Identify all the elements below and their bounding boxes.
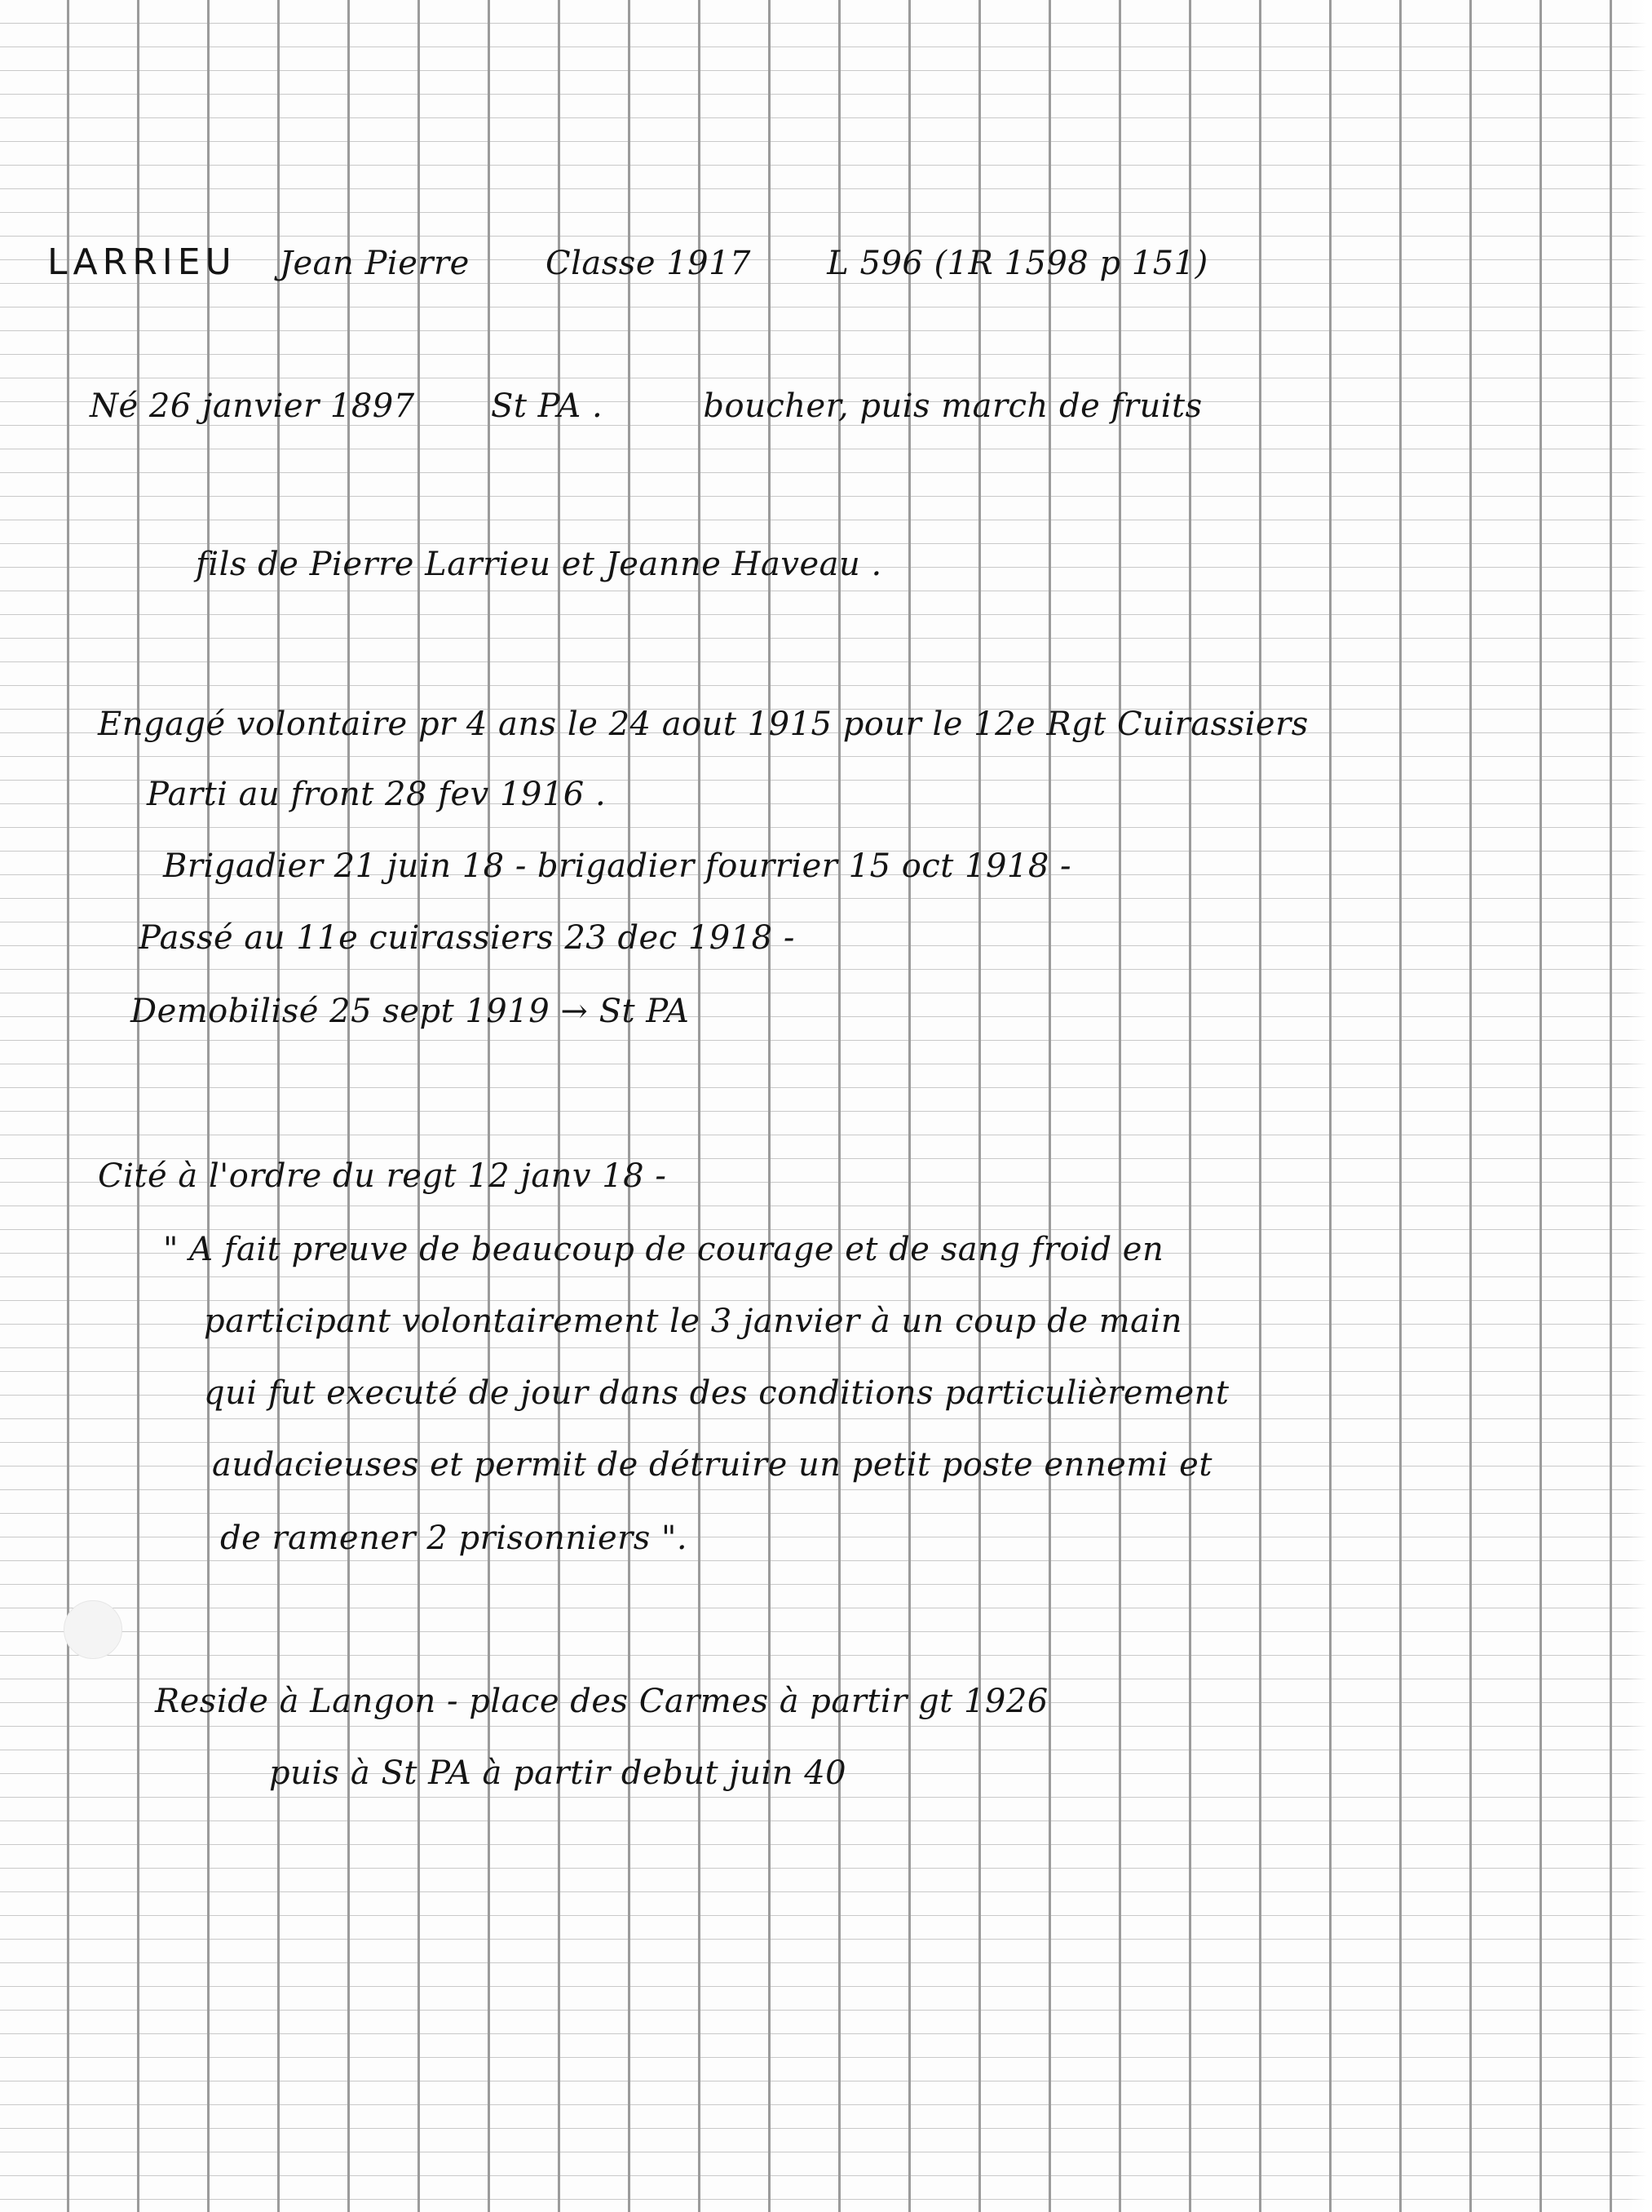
citation-line: de ramener 2 prisonniers ". [220, 1520, 688, 1557]
citation-intro: Cité à l'ordre du regt 12 janv 18 - [98, 1157, 667, 1195]
service-line: Passé au 11e cuirassiers 23 dec 1918 - [139, 919, 795, 957]
birth-date: Né 26 janvier 1897 [90, 387, 415, 425]
punch-hole [64, 1600, 122, 1659]
service-line: Parti au front 28 fev 1916 . [147, 776, 607, 813]
parents-line: fils de Pierre Larrieu et Jeanne Haveau . [196, 546, 882, 583]
residence-line: puis à St PA à partir debut juin 40 [269, 1754, 847, 1792]
classe: Classe 1917 [546, 245, 751, 282]
birth-line [90, 385, 1203, 427]
given-names: Jean Pierre [279, 245, 470, 282]
citation-line: " A fait preuve de beaucoup de courage et de sang froid en [163, 1231, 1164, 1268]
service-line: Demobilisé 25 sept 1919 → St PA [130, 993, 690, 1030]
citation-line: participant volontairement le 3 janvier à un coup de main [204, 1303, 1183, 1340]
reference: L 596 (1R 1598 p 151) [827, 245, 1208, 282]
header-line [47, 241, 1208, 285]
service-line: Brigadier 21 juin 18 - brigadier fourrier 15 oct 1918 - [163, 847, 1072, 885]
occupation: boucher, puis march de fruits [703, 387, 1203, 425]
citation-line: qui fut executé de jour dans des conditions particulièrement [204, 1374, 1230, 1412]
birth-place: St PA . [490, 387, 603, 425]
surname: LARRIEU [47, 241, 236, 283]
citation-line: audacieuses et permit de détruire un petit poste ennemi et [212, 1446, 1212, 1484]
service-line: Engagé volontaire pr 4 ans le 24 aout 1915 pour le 12e Rgt Cuirassiers [98, 706, 1309, 743]
residence-line: Reside à Langon - place des Carmes à partir gt 1926 [155, 1683, 1049, 1720]
paper-edge [1628, 0, 1652, 2212]
